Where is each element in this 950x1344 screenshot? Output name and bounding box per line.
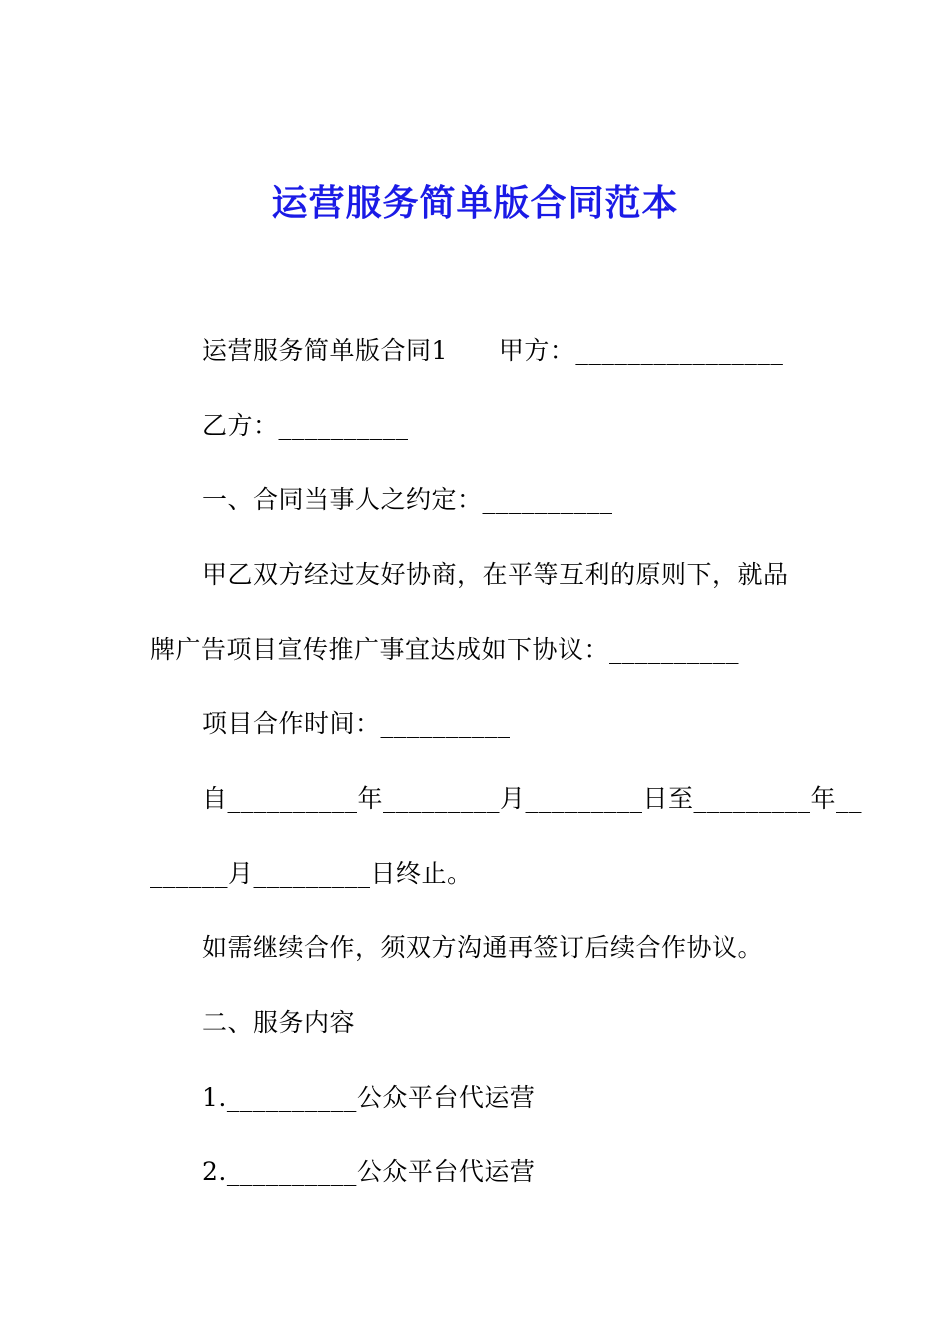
contract-heading-party-a-line: 运营服务简单版合同1 甲方：________________ [202, 336, 784, 365]
section-one-heading: 一、合同当事人之约定：__________ [202, 485, 613, 514]
agreement-paragraph-line-2: 牌广告项目宣传推广事宜达成如下协议：__________ [150, 635, 740, 664]
date-range-line-2: ______月_________日终止。 [150, 859, 473, 888]
cooperation-time-line: 项目合作时间：__________ [202, 709, 511, 738]
date-range-line-1: 自__________年_________月_________日至_________年__ [202, 784, 863, 813]
document-title: 运营服务简单版合同范本 [271, 182, 679, 224]
service-item-2: 2.__________公众平台代运营 [202, 1157, 536, 1186]
section-two-heading: 二、服务内容 [202, 1008, 356, 1037]
service-item-1: 1.__________公众平台代运营 [202, 1083, 536, 1112]
party-b-line: 乙方：__________ [202, 411, 409, 440]
continuation-clause: 如需继续合作，须双方沟通再签订后续合作协议。 [202, 933, 764, 962]
agreement-paragraph-line-1: 甲乙双方经过友好协商，在平等互利的原则下，就品 [202, 560, 789, 589]
